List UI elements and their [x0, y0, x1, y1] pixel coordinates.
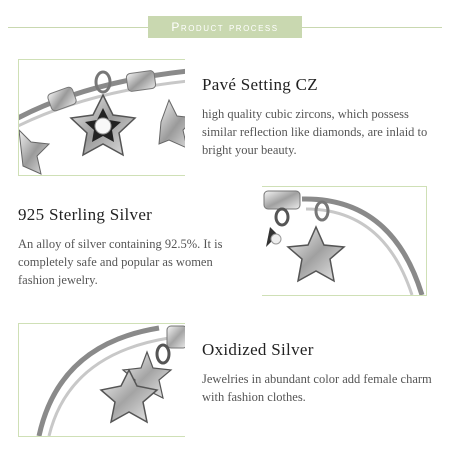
feature-description: An alloy of silver containing 92.5%. It is completely safe and popular as women fashion jewelry.: [18, 237, 223, 287]
feature-pave-setting: [202, 75, 437, 159]
product-photo-pave: [18, 59, 185, 176]
feature-title: Pavé Setting CZ: [202, 75, 318, 94]
feature-title: Oxidized Silver: [202, 340, 314, 359]
banner-title: Product process: [171, 20, 279, 34]
star-charm-hoop-photo: [19, 324, 185, 436]
product-photo-sterling: [262, 186, 427, 296]
feature-oxidized-silver: [202, 340, 437, 406]
product-photo-oxidized: [18, 323, 185, 437]
feature-title: 925 Sterling Silver: [18, 205, 153, 224]
section-banner: [148, 16, 302, 38]
star-charm-ring-photo: [262, 187, 426, 295]
star-charm-zircon-photo: [19, 60, 185, 175]
feature-sterling-silver: [18, 205, 248, 289]
feature-description: high quality cubic zircons, which possess similar reflection like diamonds, are inlaid to bright your beauty.: [202, 107, 428, 157]
feature-description: Jewelries in abundant color add female charm with fashion clothes.: [202, 372, 432, 404]
